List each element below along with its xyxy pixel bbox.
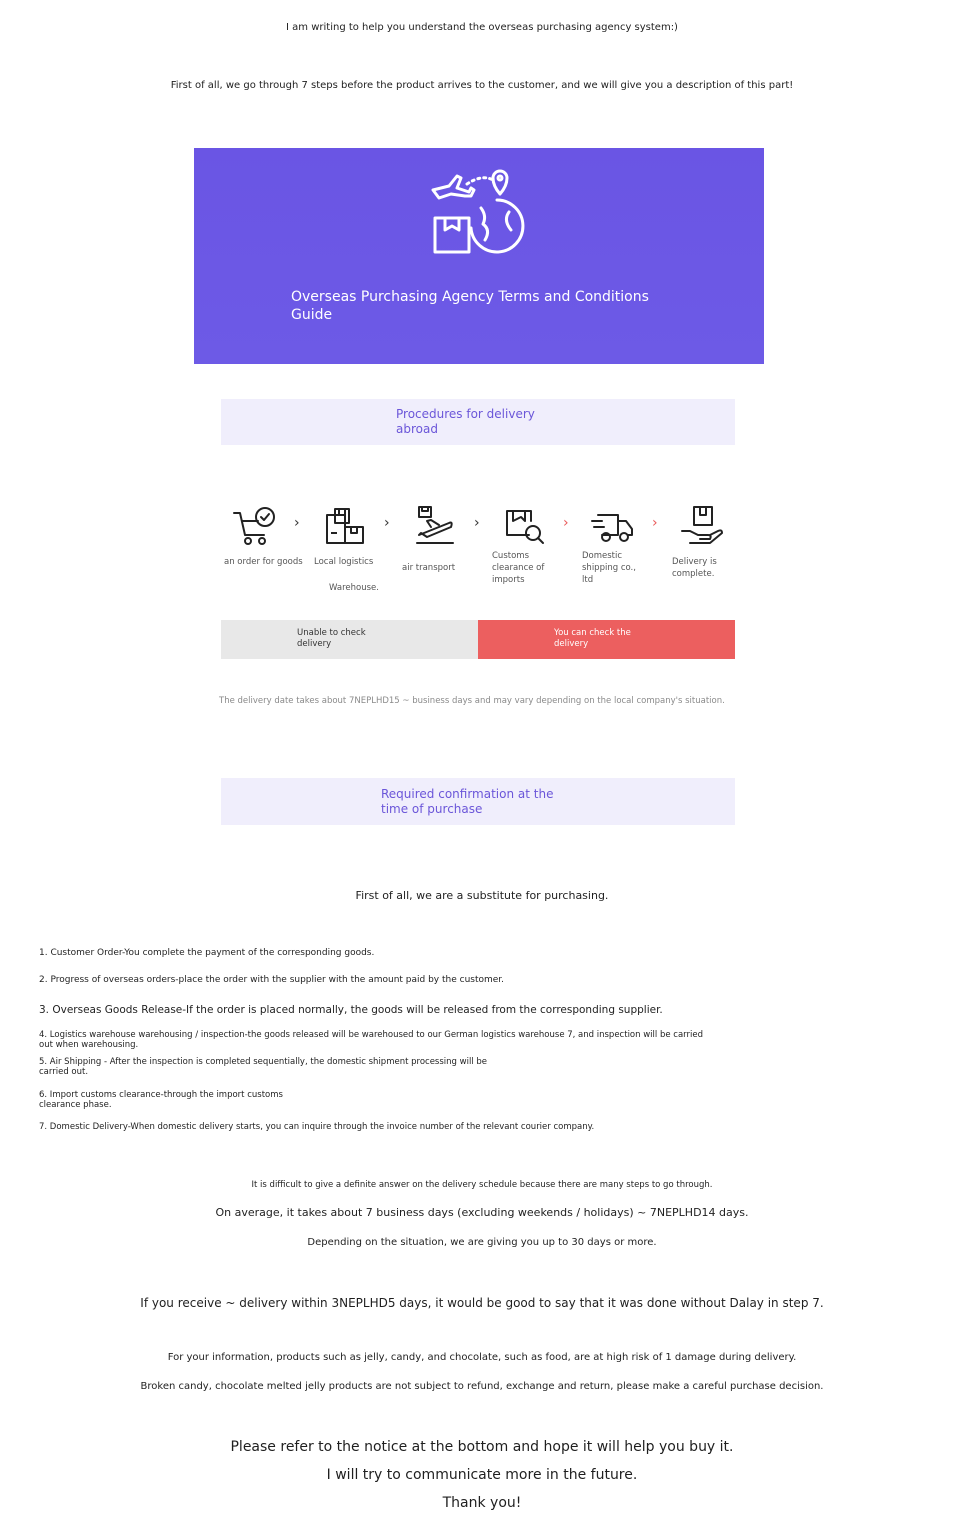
customs-search-icon	[503, 505, 547, 547]
closing-line-3: Thank you!	[442, 1495, 522, 1511]
warehouse-boxes-icon	[323, 505, 367, 547]
procedures-heading: Procedures for delivery abroad	[396, 407, 535, 436]
list-item: 3. Overseas Goods Release-If the order is placed normally, the goods will be released from the corresponding supplier.	[39, 1004, 663, 1016]
step-domestic-shipping	[590, 505, 650, 547]
list-item: 6. Import customs clearance-through the import customs clearance phase.	[39, 1090, 283, 1110]
hand-box-icon	[680, 505, 724, 547]
delivery-truck-icon	[590, 505, 634, 547]
step-warehouse-sublabel: Warehouse.	[329, 583, 379, 593]
step-complete	[680, 505, 740, 547]
chevron-right-icon: ›	[563, 515, 569, 531]
schedule-line-2: On average, it takes about 7 business days (excluding weekends / holidays) ~ 7NEPLHD14 days.	[215, 1206, 749, 1219]
food-line-2: Broken candy, chocolate melted jelly products are not subject to refund, exchange and return, please make a careful purchase decision.	[140, 1381, 824, 1392]
confirmation-intro: First of all, we are a substitute for purchasing.	[355, 889, 609, 902]
step-order-label: an order for goods	[224, 557, 303, 567]
list-item: 5. Air Shipping - After the inspection is completed sequentially, the domestic shipment processing will be carried out.	[39, 1057, 488, 1077]
airplane-icon	[413, 505, 457, 547]
step-customs-label: Customs clearance of imports	[492, 551, 545, 585]
step-order	[232, 505, 292, 547]
chevron-right-icon: ›	[652, 515, 658, 531]
cart-check-icon	[232, 505, 276, 547]
food-line-1: For your information, products such as jelly, candy, and chocolate, such as food, are at high risk of 1 damage during delivery.	[167, 1352, 797, 1363]
chevron-right-icon: ›	[474, 515, 480, 531]
list-item: 2. Progress of overseas orders-place the order with the supplier with the amount paid by the customer.	[39, 975, 505, 985]
chevron-right-icon: ›	[294, 515, 300, 531]
intro-line-1: I am writing to help you understand the overseas purchasing agency system:)	[286, 22, 678, 33]
schedule-line-1: It is difficult to give a definite answer on the delivery schedule because there are many steps to go through.	[251, 1180, 713, 1190]
delivery-note: The delivery date takes about 7NEPLHD15 ~ business days and may vary depending on the local company's situation.	[219, 696, 725, 706]
unable-to-check-bar	[221, 620, 478, 659]
intro-line-2: First of all, we go through 7 steps before the product arrives to the customer, and we will give you a description of this part!	[170, 80, 794, 91]
schedule-line-4: If you receive ~ delivery within 3NEPLHD5 days, it would be good to say that it was done without Dalay in step 7.	[140, 1296, 824, 1310]
chevron-right-icon: ›	[384, 515, 390, 531]
step-warehouse	[323, 505, 383, 547]
step-customs	[503, 505, 563, 547]
hero-title: Overseas Purchasing Agency Terms and Conditions Guide	[291, 289, 649, 323]
step-air-label: air transport	[402, 563, 456, 573]
step-warehouse-label: Local logistics	[314, 557, 374, 567]
confirmation-heading: Required confirmation at the time of purchase	[381, 787, 554, 816]
hero-banner	[194, 148, 764, 364]
confirmation-heading-band	[221, 778, 735, 825]
closing-line-2: I will try to communicate more in the future.	[326, 1467, 638, 1483]
unable-to-check-label: Unable to check delivery	[297, 628, 366, 649]
can-check-bar	[478, 620, 735, 659]
step-air	[413, 505, 473, 547]
closing-line-1: Please refer to the notice at the bottom and hope it will help you buy it.	[230, 1439, 734, 1455]
step-domestic-shipping-label: Domestic shipping co., ltd	[582, 551, 636, 585]
procedures-heading-band	[221, 399, 735, 445]
list-item: 4. Logistics warehouse warehousing / inspection-the goods released will be warehoused to our German logistics warehouse 7, and inspection will be carried out when warehousing.	[39, 1030, 703, 1050]
can-check-label: You can check the delivery	[554, 628, 631, 649]
list-item: 1. Customer Order-You complete the payment of the corresponding goods.	[39, 948, 375, 958]
globe-plane-box-icon	[427, 168, 527, 258]
schedule-line-3: Depending on the situation, we are giving you up to 30 days or more.	[307, 1237, 657, 1248]
list-item: 7. Domestic Delivery-When domestic delivery starts, you can inquire through the invoice number of the relevant courier company.	[39, 1122, 595, 1132]
step-complete-label: Delivery is complete.	[672, 557, 717, 579]
